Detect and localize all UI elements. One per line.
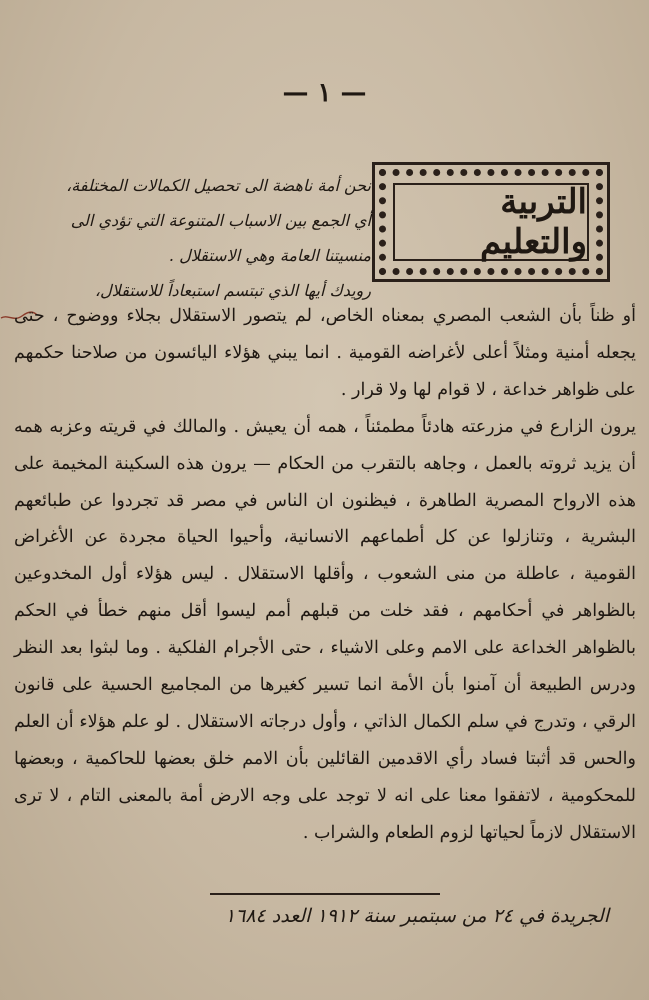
- epigraph-line: منسيتنا العامة وهي الاستقلال .: [168, 246, 371, 265]
- article-title: التربية والتعليم: [479, 182, 587, 262]
- title-inner-frame: [393, 183, 589, 261]
- divider-line: [210, 893, 440, 895]
- epigraph: [21, 168, 371, 308]
- page-number: — ١ —: [282, 78, 367, 108]
- epigraph-line: رويدك أيها الذي تبتسم استبعاداً للاستقلال،: [94, 281, 371, 300]
- epigraph-line: أي الجمع بين الاسباب المتنوعة التي تؤدي الى: [70, 211, 371, 230]
- article-body: [14, 298, 636, 852]
- paragraph: أو ظناً بأن الشعب المصري بمعناه الخاص، لم يتصور الاستقلال بجلاء ووضوح ، حتى يجعله أمنية ومثلاً أعلى لأغراضه القومية . انما يبني هؤلاء اليائسون من صلاحنا حكمهم على ظواهر خداعة ، لا قوام لها ولا قرار .: [14, 306, 636, 400]
- title-box: [372, 162, 610, 282]
- epigraph-line: نحن أمة ناهضة الى تحصيل الكمالات المختلفة،: [66, 176, 371, 195]
- paragraph: يرون الزارع في مزرعته هادئاً مطمئناً ، همه أن يعيش . والمالك في قريته وعزبه همه أن يزيد ثروته بالعمل ، وجاهه بالتقرب من الحكام — يرون هذه السكينة المخيمة على هذه الارواح المصرية الطاهرة ، فيظنون ان الناس في مصر قد تجردوا عن طبائعهم البشرية ، وتنازلوا عن كل أطماعهم الانسانية، وأحيوا الحياة مجردة عن الأغراض القومية ، عاطلة من منى الشعوب ، وأقلها الاستقلال . ليس هؤلاء أول المخدوعين بالظواهر في أحكامهم ، فقد خلت من قبلهم أمم ليسوا أقل منهم خطأ في الحكم بالظواهر الخداعة على الامم وعلى الاشياء ، حتى الأجرام الفلكية . وما لبثوا بعد النظر ودرس الطبيعة أن آمنوا بأن الأمة انما تسير كغيرها من المجاميع الحسية على قانون الرقي ، وتدرج في سلم الكمال الذاتي ، وأول درجاته الاستقلال . لو علم هؤلاء أن العلم والحس قد أثبتا فساد رأي الاقدمين القائلين بأن الامم خلق بعضها للحاكمية ، وبعضها للمحكومية ، لاتفقوا معنا على انه لا توجد على وجه الارض أمة بالمعنى التام ، لا ترى الاستقلال لازماً لحياتها لزوم الطعام والشراب .: [14, 416, 636, 843]
- source-citation: الجريدة في ٢٤ من سبتمبر سنة ١٩١٢ العدد ١٦٨٤: [224, 905, 609, 927]
